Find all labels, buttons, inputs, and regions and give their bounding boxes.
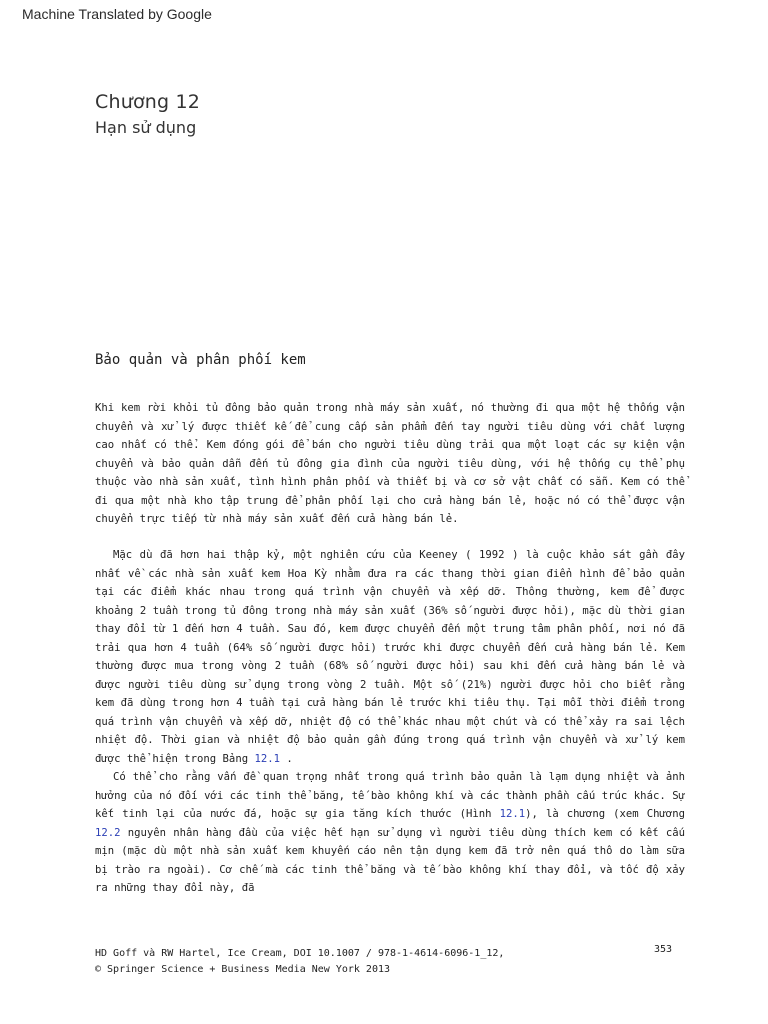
chapter-reference-link[interactable]: 12.2 xyxy=(95,826,121,839)
paragraph-2-end: . xyxy=(286,752,293,765)
copyright-line: © Springer Science + Business Media New York 2013 xyxy=(95,964,391,975)
body-paragraph-1 xyxy=(95,399,685,529)
paragraph-3-text-c: nguyên nhân hàng đầu của việc hết hạn sử dụng vì người tiêu dùng thích kem có kết cấu mịn (mặc dù một nhà sản xuất kem khuyến cáo nên tận dụng kem đã trở nên quá thô do làm sữa bị trào ra ngoài). Cơ chế mà các tinh thể băng và tế bào không khí thay đổi, và tốc độ xảy ra những thay đổi này, đã xyxy=(95,826,685,894)
translation-banner: Machine Translated by Google xyxy=(22,6,212,22)
table-reference-link[interactable]: 12.1 xyxy=(254,752,280,765)
paragraph-3-text-a: Có thể cho rằng vấn đề quan trọng nhất trong quá trình bảo quản là lạm dụng nhiệt và ảnh hưởng của nó đối với các tinh thể băng, tế bào không khí và các thành phần cấu trúc khác. Sự kết tinh lại của nước đá, hoặc sự gia tăng kích thước (Hình xyxy=(95,771,685,820)
chapter-title: Hạn sử dụng xyxy=(95,118,197,137)
paragraph-3-text xyxy=(95,768,685,898)
paragraph-text xyxy=(95,546,685,768)
page-number: 353 xyxy=(653,944,672,955)
paragraph-2-text: Mặc dù đã hơn hai thập kỷ, một nghiên cứu của Keeney ( 1992 ) là cuộc khảo sát gần đây nhất về các nhà sản xuất kem Hoa Kỳ nhằm đưa ra các thang thời gian điển hình để bảo quản tại các điểm khác nhau trong quá trình vận chuyển và xếp dỡ. Thông thường, kem để được khoảng 2 tuần trong tủ đông trong nhà máy sản xuất (36% số người được hỏi), mặc dù thời gian thay đổi từ 1 đến hơn 4 tuần. Sau đó, kem được chuyển đến một trung tâm phân phối, nơi nó đã trải qua hơn 4 tuần (64% số người được hỏi) trước khi được chuyển đến cửa hàng bán lẻ. Kem thường được mua trong vòng 2 tuần (68% số người được hỏi) sau khi đến cửa hàng bán lẻ và được người tiêu dùng sử dụng trong vòng 2 tuần. Một số (21%) người được hỏi cho biết rằng kem đã dùng trong hơn 4 tuần tại cửa hàng bán lẻ trước khi tiêu thụ. Tại mỗi thời điểm trong quá trình vận chuyển và xếp dỡ, nhiệt độ có thể khác nhau một chút và có thể xảy ra sai lệch nhiệt độ. Thời gian và nhiệt độ bảo quản gần đúng trong quá trình vận chuyển và xử lý kem được thể hiện trong Bảng xyxy=(95,549,685,765)
body-paragraph-2 xyxy=(95,546,685,898)
paragraph-text: Khi kem rời khỏi tủ đông bảo quản trong nhà máy sản xuất, nó thường đi qua một hệ thống vận chuyển và xử lý được thiết kế để cung cấp sản phẩm đến tay người tiêu dùng với chất lượng cao nhất có thể. Kem đóng gói để bán cho người tiêu dùng trải qua một loạt các sự kiện vận chuyển và bảo quản dẫn đến tủ đông gia đình của người tiêu dùng, với hệ thống cụ thể phụ thuộc vào nhà sản xuất, tình hình phân phối và thiết bị và cơ sở vật chất có sẵn. Kem có thể đi qua một nhà kho tập trung để phân phối lại cho cửa hàng bán lẻ, hoặc nó có thể được vận chuyển trực tiếp từ nhà máy sản xuất đến cửa hàng bán lẻ. xyxy=(95,402,685,525)
figure-reference-link[interactable]: 12.1 xyxy=(499,808,526,820)
section-heading: Bảo quản và phân phối kem xyxy=(95,352,306,368)
citation-line-1: HD Goff và RW Hartel, Ice Cream, DOI 10.1007 / 978-1-4614-6096-1_12, xyxy=(95,948,505,959)
citation-footer xyxy=(95,946,504,978)
paragraph-3-text-b: ), là chương (xem Chương xyxy=(525,808,685,820)
chapter-number: Chương 12 xyxy=(95,91,201,113)
